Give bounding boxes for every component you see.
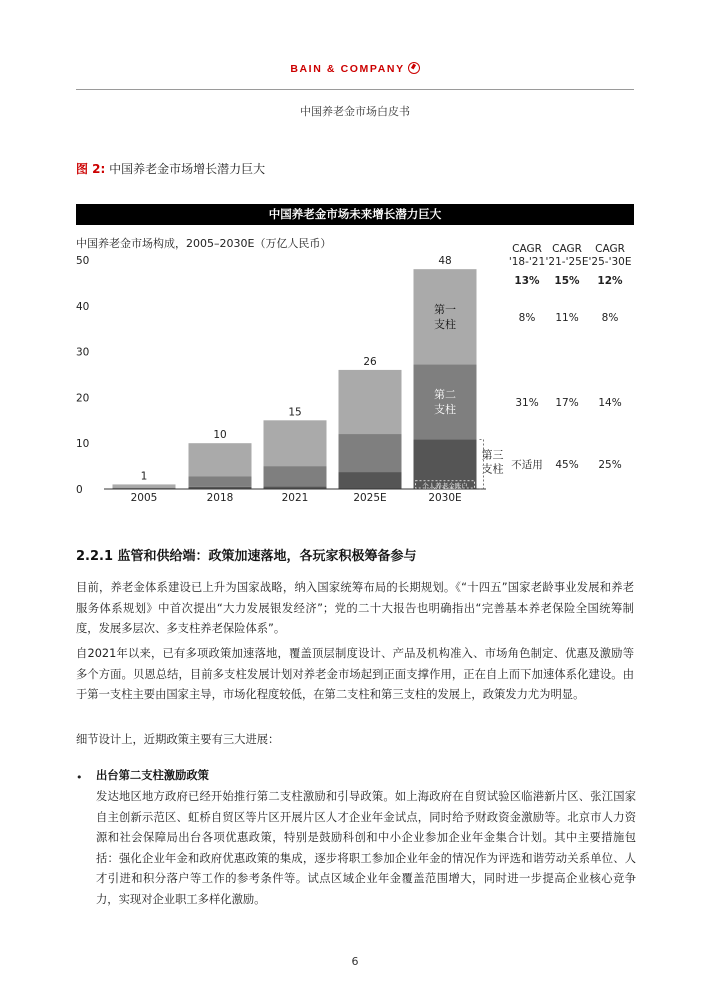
bar-total-label: 48 (438, 255, 452, 268)
second-pillar-label: 第二 (434, 387, 456, 401)
x-tick-label: 2018 (206, 492, 234, 504)
stacked-bar-chart (76, 240, 636, 520)
paragraph-3: 细节设计上，近期政策主要有三大进展： (76, 733, 280, 746)
cagr-value: 14% (598, 397, 622, 409)
section-heading: 2.2.1 监管和供给端：政策加速落地，各玩家积极筹备参与 (76, 549, 417, 564)
cagr-value: 17% (555, 397, 579, 409)
bar-segment (339, 370, 402, 434)
page-number: 6 (351, 955, 359, 968)
figure-number: 图 2: (76, 162, 106, 176)
bar-segment (113, 484, 176, 487)
bar-segment (264, 466, 327, 486)
bar-segment (189, 476, 252, 487)
y-tick-label: 30 (76, 346, 90, 359)
bar-segment (414, 269, 477, 364)
cagr-value: 25% (598, 459, 622, 471)
first-pillar-label: 第一 (434, 302, 456, 316)
third-pillar-label: 第三 (481, 448, 504, 462)
bar-segment (113, 488, 176, 489)
figure-title: 中国养老金市场增长潜力巨大 (105, 162, 266, 176)
header-divider (76, 89, 634, 90)
bar-segment (264, 420, 327, 466)
paragraph-2: 自2021年以来，已有多项政策加速落地，覆盖顶层制度设计、产品及机构准入、市场角色制定、优惠及激励等多个方面。贝恩总结，目前多支柱发展计划对养老金市场起到正面支撑作用，正在自上而下加速体系化建设。由于第一支柱主要由国家主导，市场化程度较低，在第二支柱和第三支柱的发展上，政策发力尤为明显。 (76, 647, 634, 701)
personal-account-label: 个人养老金账户 (422, 481, 468, 490)
cagr-header: CAGR (552, 243, 582, 255)
cagr-value: 13% (514, 275, 540, 287)
x-tick-label: 2021 (281, 492, 309, 504)
bar-segment (339, 434, 402, 472)
cagr-header: CAGR (512, 243, 542, 255)
bar-segment (414, 364, 477, 439)
document-title: 中国养老金市场白皮书 (300, 105, 410, 118)
cagr-value: 45% (555, 459, 579, 471)
cagr-value: 31% (515, 397, 539, 409)
x-tick-label: 2030E (428, 492, 462, 504)
bar-segment (339, 472, 402, 489)
cagr-header: CAGR (595, 243, 625, 255)
third-pillar-label: 支柱 (481, 462, 504, 476)
cagr-header: '18-'21 (508, 256, 546, 268)
bar-total-label: 15 (288, 406, 302, 419)
cagr-header: '25-'30E (588, 256, 632, 268)
paragraph-1: 目前，养老金体系建设已上升为国家战略，纳入国家统筹布局的长期规划。《“十四五”国家老龄事业发展和养老服务体系规划》中首次提出“大力发展银发经济”；党的二十大报告也明确指出“完善基本养老保险全国统筹制度，发展多层次、多支柱养老保险体系”。 (76, 581, 634, 635)
bullet-title: 出台第二支柱激励政策 (96, 769, 209, 782)
cagr-value: 12% (597, 275, 623, 287)
brand-logo (0, 62, 710, 75)
y-tick-label: 50 (76, 255, 90, 267)
y-tick-label: 20 (76, 392, 90, 405)
y-tick-label: 40 (76, 300, 90, 313)
brand-name: BAIN & COMPANY (290, 63, 405, 75)
cagr-value: 8% (601, 312, 619, 324)
bar-total-label: 26 (363, 355, 377, 368)
chart-banner: 中国养老金市场未来增长潜力巨大 (76, 204, 634, 225)
bar-total-label: 10 (213, 429, 227, 442)
figure-caption (76, 160, 265, 177)
first-pillar-label: 支柱 (434, 317, 456, 331)
y-tick-label: 0 (76, 484, 83, 496)
bar-total-label: 1 (140, 470, 148, 483)
cagr-header: '21-'25E (545, 256, 589, 268)
bullet-body: 发达地区地方政府已经开始推行第二支柱激励和引导政策。如上海政府在自贸试验区临港新片区、张江国家自主创新示范区、虹桥自贸区等片区开展片区人才企业年金试点，同时给予财政资金激励等。北京市人力资源和社会保障局出台各项优惠政策，特别是鼓励科创和中小企业参加企业年金集合计划。其中主要措施包括：强化企业年金和政府优惠政策的集成，逐步将职工参加企业年金的情况作为评选和谐劳动关系单位、人才引进和积分落户等工作的参考条件等。试点区域企业年金覆盖范围增大，同时进一步提高企业核心竞争力，实现对企业职工多样化激励。 (96, 790, 636, 906)
cagr-value: 15% (554, 275, 580, 287)
x-tick-label: 2025E (353, 492, 387, 504)
bain-logo-icon (408, 62, 420, 74)
y-tick-label: 10 (76, 438, 90, 451)
cagr-value: 8% (518, 312, 536, 324)
bar-segment (189, 443, 252, 476)
bullet-dot-icon: • (76, 771, 83, 784)
chart-subtitle: 中国养老金市场构成，2005–2030E（万亿人民币） (76, 237, 332, 250)
second-pillar-label: 支柱 (434, 402, 456, 416)
x-tick-label: 2005 (130, 492, 158, 504)
cagr-value: 不适用 (511, 459, 543, 471)
cagr-value: 11% (555, 312, 579, 324)
